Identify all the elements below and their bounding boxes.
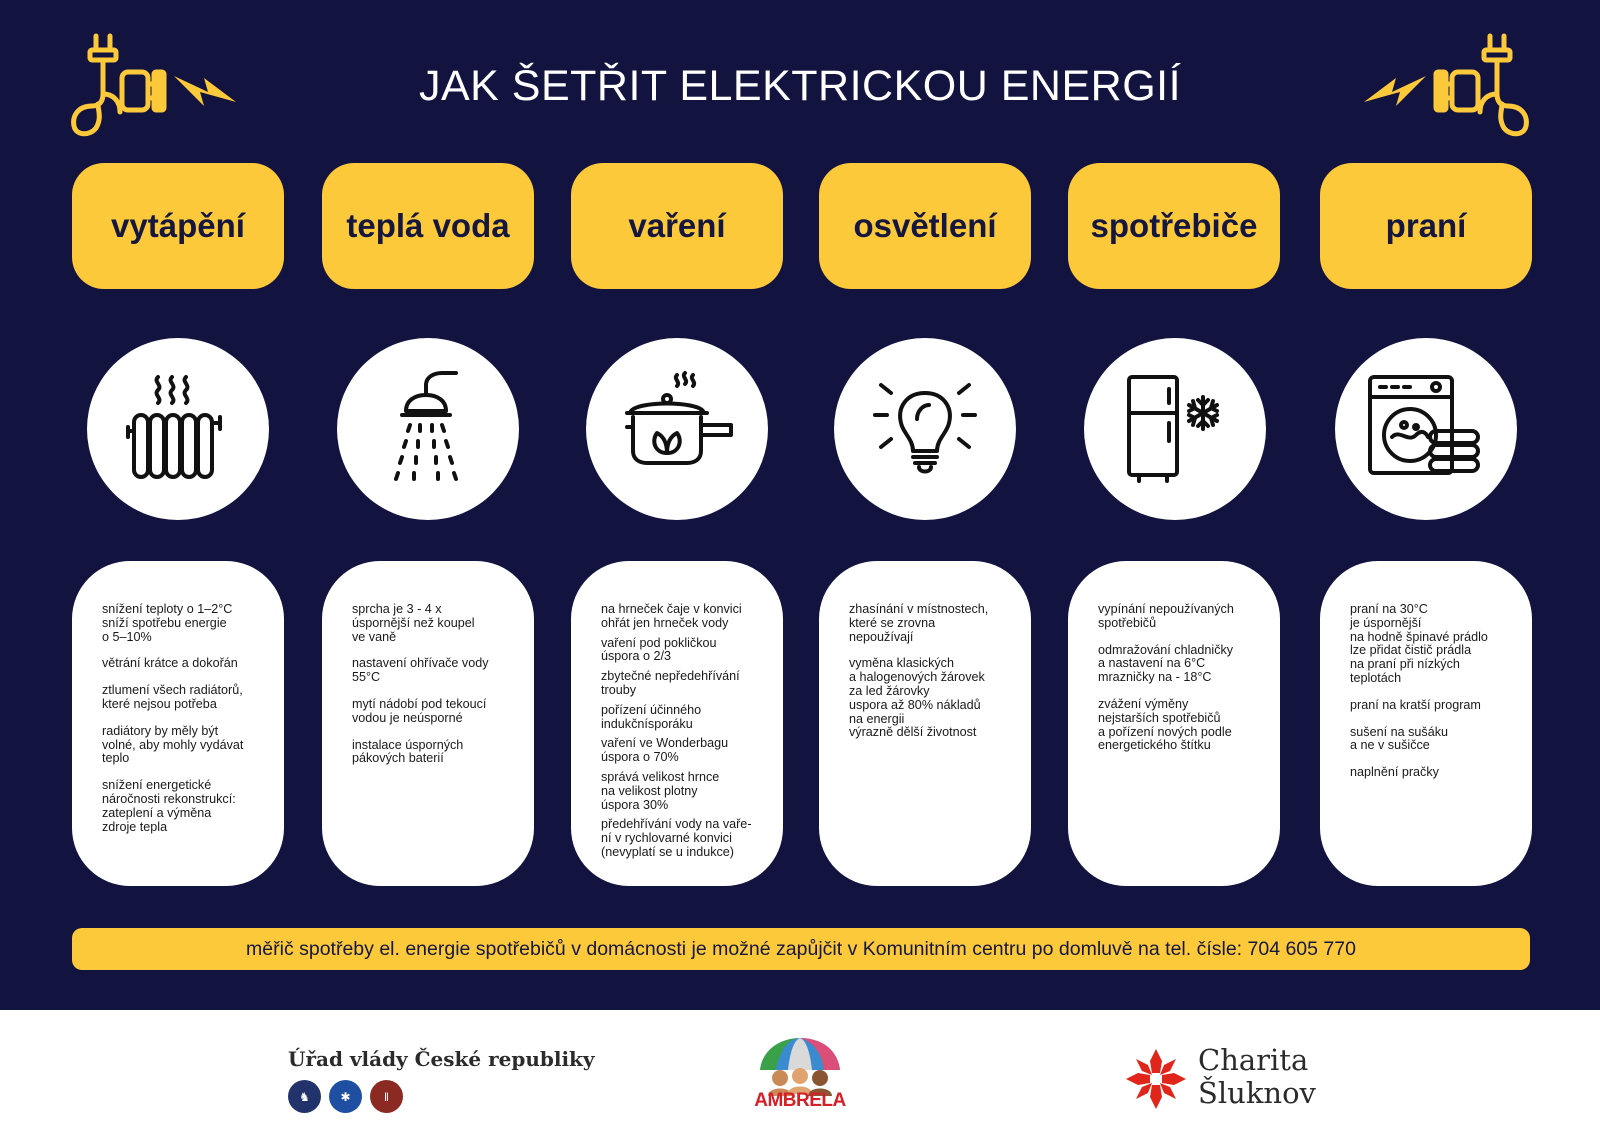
tips-card-hot-water (322, 561, 534, 886)
government-seals (288, 1080, 403, 1113)
tips-card-laundry (1320, 561, 1532, 886)
tip: naplnění pračky (1350, 765, 1439, 780)
tip: předehřívání vody na vaře- ní v rychlovarné konvici (nevyplatí se u indukce) (601, 817, 752, 859)
lion-emblem-icon: ♞ (288, 1080, 321, 1113)
info-banner: měřič spotřeby el. energie spotřebičů v domácnosti je možné zapůjčit v Komunitním centru po domluvě na tel. čísle: 704 605 770 (72, 928, 1530, 970)
emblem-icon: ‖ (370, 1080, 403, 1113)
tip: praní na kratší program (1350, 697, 1481, 712)
radiator-icon (116, 367, 240, 491)
charita-logo-text (1198, 1044, 1316, 1110)
tip: pořízení účinného indukčnísporáku (601, 702, 702, 731)
tip: sprcha je 3 - 4 x úspornější než koupel ve vaně (352, 602, 475, 644)
icon-circle (586, 338, 768, 520)
tip: snížení teploty o 1–2°C sníží spotřebu energie o 5–10% (102, 602, 233, 644)
icon-circle (1335, 338, 1517, 520)
washing-machine-icon (1364, 367, 1488, 491)
shower-icon (366, 367, 490, 491)
tip: vypínání nepoužívaných spotřebičů (1098, 602, 1234, 630)
fridge-icon (1113, 367, 1237, 491)
tips-card-lighting (819, 561, 1031, 886)
page-title: JAK ŠETŘIT ELEKTRICKOU ENERGIÍ (418, 62, 1182, 110)
category-hot-water: teplá voda (322, 163, 534, 289)
tip: na hrneček čaje v konvici ohřát jen hrneček vody (601, 602, 742, 630)
charita-line1: Charita (1198, 1043, 1309, 1077)
tip: vaření pod pokličkou úspora o 2/3 (601, 635, 717, 664)
light-bulb-icon (863, 367, 987, 491)
category-heating: vytápění (72, 163, 284, 289)
tip: sušení na sušáku a ne v sušičce (1350, 724, 1449, 753)
government-office-name: Úřad vlády České republiky (288, 1047, 595, 1071)
icon-circle (1084, 338, 1266, 520)
tip: vaření ve Wonderbagu úspora o 70% (601, 736, 729, 765)
category-cooking: vaření (571, 163, 783, 289)
tip: odmražování chladničky a nastavení na 6°C mrazničky na - 18°C (1098, 642, 1234, 685)
tip: radiátory by měly být volné, aby mohly vydávat teplo (102, 723, 244, 766)
tip: zhasínání v místnostech, které se zrovna nepoužívají (849, 602, 989, 644)
category-laundry: praní (1320, 163, 1532, 289)
tip: vyměna klasických a halogenových žárovek za led žárovky uspora až 80% nákladů na energii výrazně dělší životnost (849, 656, 985, 740)
tip: instalace úsporných pákových baterií (352, 737, 464, 766)
tips-card-cooking (571, 561, 783, 886)
tip: ztlumení všech radiátorů, které nejsou potřeba (102, 683, 243, 711)
icon-circle (834, 338, 1016, 520)
category-appliances: spotřebiče (1068, 163, 1280, 289)
tip: snížení energetické náročnosti rekonstrukcí: zateplení a výměna zdroje tepla (102, 778, 236, 834)
tip: mytí nádobí pod tekoucí vodou je neúsporné (352, 696, 487, 725)
icon-circle (87, 338, 269, 520)
eu-stars-icon: ✱ (329, 1080, 362, 1113)
tip: větrání krátce a dokořán (102, 656, 238, 671)
cooking-pot-icon (615, 367, 739, 491)
tips-card-appliances (1068, 561, 1280, 886)
ambrela-logo-text: AMBRELA (754, 1090, 846, 1111)
tip: zvážení výměny nejstarších spotřebičů a pořízení nových podle energetického štítku (1098, 696, 1232, 753)
tips-card-heating (72, 561, 284, 886)
charita-line2: Šluknov (1198, 1076, 1316, 1110)
icon-circle (337, 338, 519, 520)
tip: nastavení ohřívače vody 55°C (352, 656, 489, 685)
tip: zbytečné nepředehřívání trouby (601, 669, 740, 697)
tip: praní na 30°C je úspornější na hodně špinavé prádlo lze přidat čistič prádla na praní při nízkých teplotách (1350, 602, 1488, 685)
tip: správá velikost hrnce na velikost plotny úspora 30% (601, 769, 720, 812)
charita-cross-icon (1124, 1047, 1188, 1111)
category-lighting: osvětlení (819, 163, 1031, 289)
